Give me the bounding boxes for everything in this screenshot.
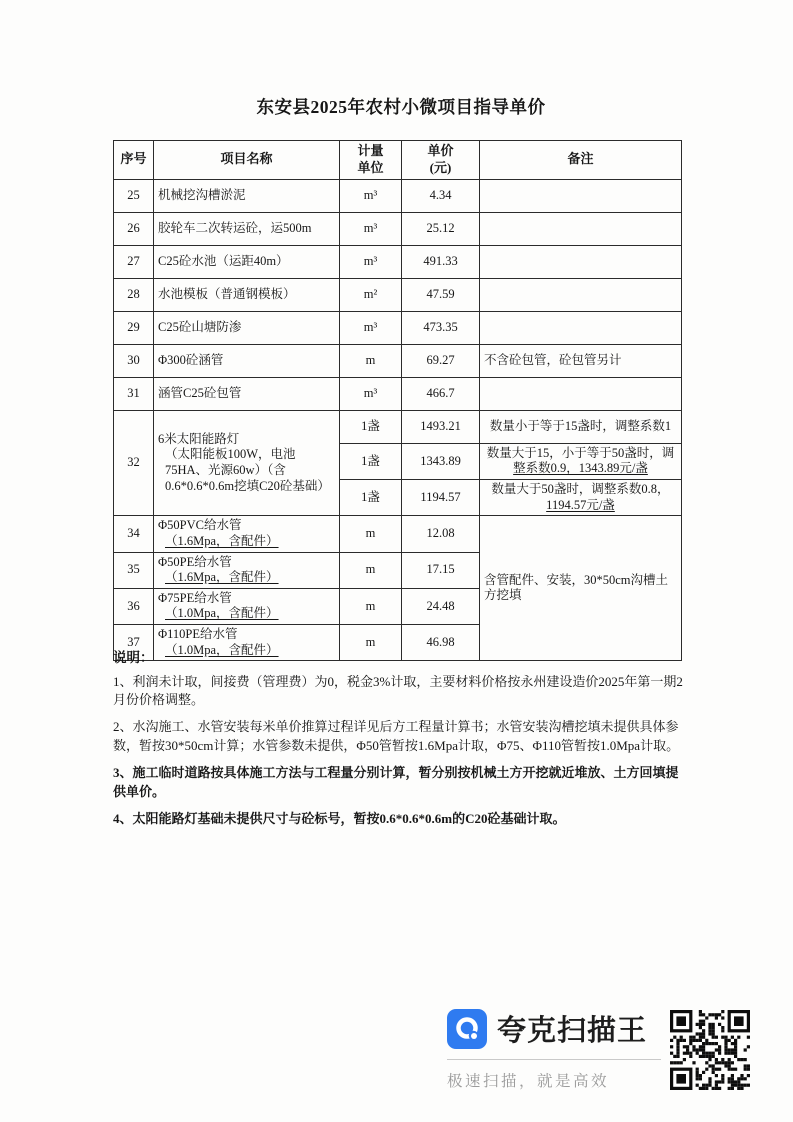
cell-name: 涵管C25砼包管 bbox=[154, 377, 340, 410]
cell-name: C25砼山塘防渗 bbox=[154, 311, 340, 344]
cell-name: C25砼水池（运距40m） bbox=[154, 245, 340, 278]
tagline-row bbox=[447, 1059, 661, 1091]
cell-seq: 30 bbox=[114, 344, 154, 377]
cell-unit: m³ bbox=[340, 179, 402, 212]
cell-unit: m bbox=[340, 516, 402, 552]
table-row bbox=[114, 212, 682, 245]
cell-unit: m³ bbox=[340, 377, 402, 410]
solar-lamp-spec: （太阳能板100W，电池75HA、光源60w）（含0.6*0.6*0.6m挖填C20砼基础） bbox=[165, 447, 330, 493]
cell-price: 24.48 bbox=[402, 588, 480, 624]
cell-remark bbox=[480, 245, 682, 278]
cell-price: 17.15 bbox=[402, 552, 480, 588]
table-row bbox=[114, 278, 682, 311]
cell-name: 水池模板（普通钢模板） bbox=[154, 278, 340, 311]
note-item: 4、太阳能路灯基础未提供尺寸与砼标号，暂按0.6*0.6*0.6m的C20砼基础计取。 bbox=[113, 810, 566, 826]
notes-section bbox=[113, 648, 687, 836]
col-header-remark: 备注 bbox=[480, 141, 682, 180]
cell-unit: 1盏 bbox=[340, 443, 402, 479]
cell-unit: m² bbox=[340, 278, 402, 311]
cell-remark bbox=[480, 311, 682, 344]
cell-seq: 27 bbox=[114, 245, 154, 278]
page-title: 东安县2025年农村小微项目指导单价 bbox=[256, 97, 546, 117]
cell-price: 466.7 bbox=[402, 377, 480, 410]
cell-name bbox=[154, 410, 340, 516]
quark-scanner-logo-icon bbox=[447, 1009, 487, 1049]
brand-name: 夸克扫描王 bbox=[497, 1015, 648, 1047]
cell-remark: 不含砼包管，砼包管另计 bbox=[480, 344, 682, 377]
cell-remark bbox=[480, 278, 682, 311]
note-item: 2、水沟施工、水管安装每米单价推算过程详见后方工程量计算书；水管安装沟槽挖填未提供具体参数，暂按30*50cm计算；水管参数未提供，Φ50管暂按1.6Mpa计取，Φ75、Φ110管暂按1.0Mpa计取。 bbox=[113, 719, 680, 754]
cell-price: 473.35 bbox=[402, 311, 480, 344]
cell-unit: m³ bbox=[340, 245, 402, 278]
cell-price: 12.08 bbox=[402, 516, 480, 552]
cell-name: Φ75PE给水管 （1.0Mpa，含配件） bbox=[154, 588, 340, 624]
cell-price: 1343.89 bbox=[402, 443, 480, 479]
cell-unit: m³ bbox=[340, 212, 402, 245]
cell-seq: 28 bbox=[114, 278, 154, 311]
table-row bbox=[114, 179, 682, 212]
cell-remark: 数量大于15，小于等于50盏时，调 整系数0.9，1343.89元/盏 bbox=[480, 443, 682, 479]
notes-heading: 说明： bbox=[113, 650, 154, 665]
cell-seq: 36 bbox=[114, 588, 154, 624]
cell-unit: m³ bbox=[340, 311, 402, 344]
cell-unit: m bbox=[340, 625, 402, 661]
table-row bbox=[114, 311, 682, 344]
cell-remark bbox=[480, 377, 682, 410]
note-item: 1、利润未计取，间接费（管理费）为0，税金3%计取，主要材料价格按永州建设造价2025年第一期2月份价格调整。 bbox=[113, 673, 683, 708]
col-header-price: 单价 (元) bbox=[402, 141, 480, 180]
cell-remark bbox=[480, 212, 682, 245]
cell-remark-merged: 含管配件、安装，30*50cm沟槽土方挖填 bbox=[480, 516, 682, 661]
note-item: 3、施工临时道路按具体施工方法与工程量分别计算，暂分别按机械土方开挖就近堆放、土方回填提供单价。 bbox=[113, 764, 679, 799]
cell-unit: m bbox=[340, 588, 402, 624]
cell-unit: m bbox=[340, 552, 402, 588]
cell-price: 491.33 bbox=[402, 245, 480, 278]
col-header-name: 项目名称 bbox=[154, 141, 340, 180]
cell-seq: 26 bbox=[114, 212, 154, 245]
cell-name: Φ300砼涵管 bbox=[154, 344, 340, 377]
brand-tagline: 极速扫描，就是高效 bbox=[447, 1073, 610, 1090]
brand-block bbox=[447, 1008, 661, 1091]
cell-price: 4.34 bbox=[402, 179, 480, 212]
cell-remark bbox=[480, 179, 682, 212]
cell-unit: 1盏 bbox=[340, 410, 402, 443]
cell-unit: 1盏 bbox=[340, 480, 402, 516]
cell-price: 25.12 bbox=[402, 212, 480, 245]
cell-seq: 32 bbox=[114, 410, 154, 516]
cell-name: 机械挖沟槽淤泥 bbox=[154, 179, 340, 212]
table-row bbox=[114, 516, 682, 552]
cell-price: 1194.57 bbox=[402, 480, 480, 516]
cell-seq: 31 bbox=[114, 377, 154, 410]
cell-price: 69.27 bbox=[402, 344, 480, 377]
cell-unit: m bbox=[340, 344, 402, 377]
cell-remark: 数量小于等于15盏时，调整系数1 bbox=[480, 410, 682, 443]
col-header-seq: 序号 bbox=[114, 141, 154, 180]
cell-name: Φ110PE给水管 （1.0Mpa，含配件） bbox=[154, 625, 340, 661]
table-row bbox=[114, 344, 682, 377]
price-table bbox=[113, 140, 682, 661]
qr-code-svg bbox=[670, 1010, 750, 1090]
table-row bbox=[114, 245, 682, 278]
solar-lamp-name: 6米太阳能路灯 bbox=[158, 431, 240, 446]
table-header-row bbox=[114, 141, 682, 180]
cell-name: Φ50PVC给水管 （1.6Mpa，含配件） bbox=[154, 516, 340, 552]
cell-price: 1493.21 bbox=[402, 410, 480, 443]
qr-code-icon bbox=[670, 1010, 750, 1090]
cell-name: 胶轮车二次转运砼，运500m bbox=[154, 212, 340, 245]
cell-seq: 37 bbox=[114, 625, 154, 661]
cell-remark: 数量大于50盏时，调整系数0.8， 1194.57元/盏 bbox=[480, 480, 682, 516]
scanner-watermark bbox=[447, 1008, 750, 1091]
cell-seq: 29 bbox=[114, 311, 154, 344]
cell-price: 47.59 bbox=[402, 278, 480, 311]
cell-seq: 25 bbox=[114, 179, 154, 212]
cell-price: 46.98 bbox=[402, 625, 480, 661]
brand-row bbox=[447, 1008, 661, 1049]
cell-seq: 35 bbox=[114, 552, 154, 588]
cell-seq: 34 bbox=[114, 516, 154, 552]
table-row-32a bbox=[114, 410, 682, 443]
col-header-unit: 计量 单位 bbox=[340, 141, 402, 180]
table-row bbox=[114, 377, 682, 410]
cell-name: Φ50PE给水管 （1.6Mpa，含配件） bbox=[154, 552, 340, 588]
